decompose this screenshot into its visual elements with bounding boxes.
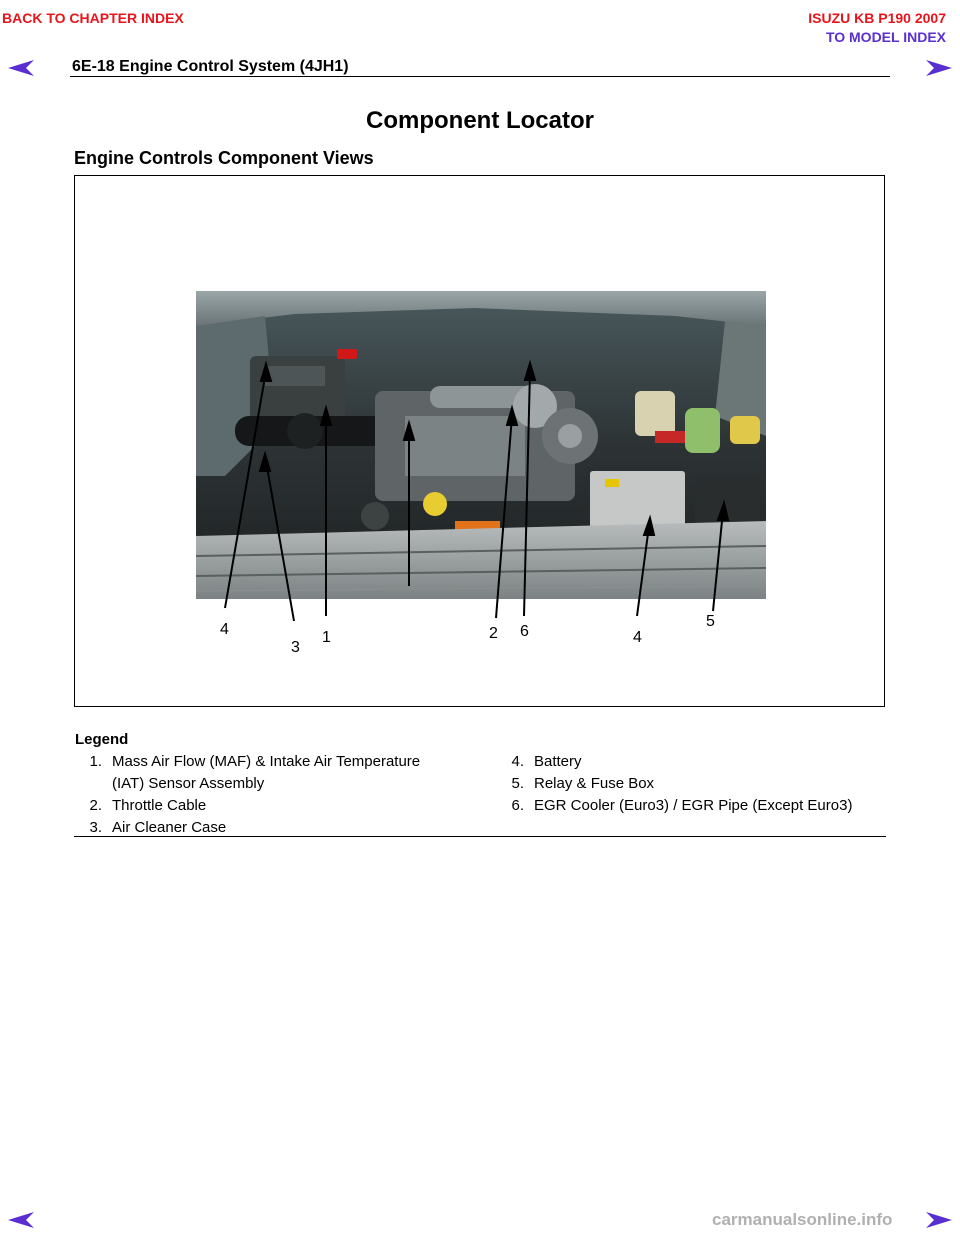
previous-page-arrow-icon[interactable] [8,58,36,78]
model-name-link[interactable]: ISUZU KB P190 2007 [808,10,946,26]
section-header: 6E-18 Engine Control System (4JH1) [72,58,349,75]
legend-item-number: 5. [511,775,524,792]
figure-frame [74,175,885,707]
page-subtitle: Engine Controls Component Views [74,148,374,168]
legend-rule [74,836,886,837]
legend-item [498,775,654,792]
previous-page-arrow-icon[interactable] [8,1210,36,1230]
legend-item [76,753,420,770]
next-page-arrow-icon[interactable] [924,1210,952,1230]
engine-bay-photo [75,176,886,708]
legend-item-continuation: (IAT) Sensor Assembly [112,775,265,792]
watermark-text: carmanualsonline.info [712,1210,893,1229]
next-page-arrow-icon[interactable] [924,58,952,78]
legend-item-number: 6. [511,797,524,814]
callout-number: 2 [489,625,498,642]
back-to-chapter-index-link[interactable]: BACK TO CHAPTER INDEX [2,10,184,26]
callout-number: 1 [322,629,331,646]
callout-number: 4 [220,621,229,638]
callout-number: 5 [706,613,715,630]
legend-title: Legend [75,731,129,748]
legend-item-number: 4. [511,753,524,770]
page-title: Component Locator [366,107,594,134]
legend-item [76,797,206,814]
back-to-model-index-link[interactable]: TO MODEL INDEX [825,29,946,45]
callout-number: 4 [633,629,642,646]
callout-number: 3 [291,639,300,656]
legend-item-text: Relay & Fuse Box [534,775,655,792]
legend-item-number: 3. [89,819,102,836]
legend-item [498,753,582,770]
legend-item-text: Air Cleaner Case [112,819,227,836]
legend-item-number: 1. [89,753,102,770]
header-rule [70,76,890,77]
legend-item-text: Battery [534,753,582,770]
legend-item-number: 2. [89,797,102,814]
legend-item-text: Mass Air Flow (MAF) & Intake Air Temperature [112,753,421,770]
legend-item [76,819,226,836]
legend-item-text: Throttle Cable [112,797,207,814]
legend-item [498,797,852,814]
callout-number: 6 [520,623,529,640]
legend-item-text: EGR Cooler (Euro3) / EGR Pipe (Except Euro3) [534,797,853,814]
